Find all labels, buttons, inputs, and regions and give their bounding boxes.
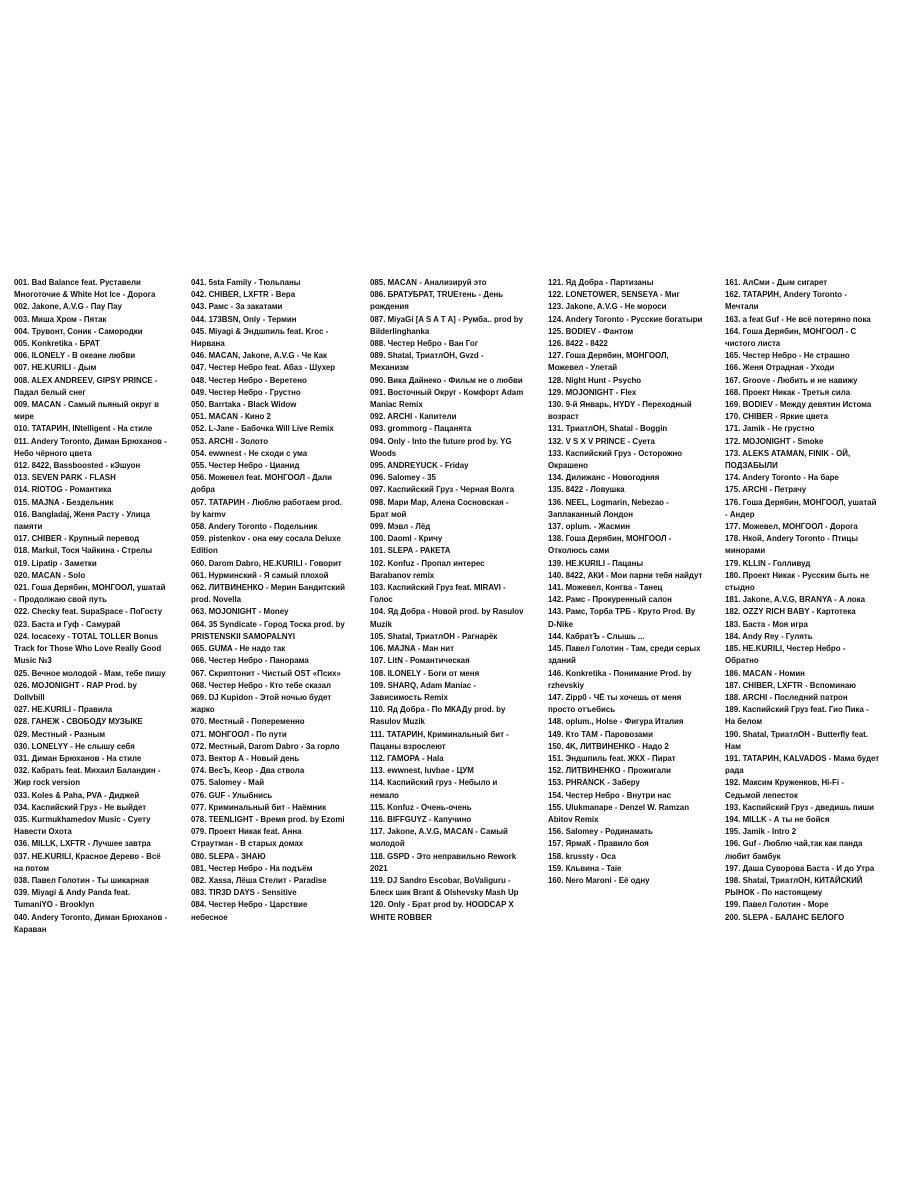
track-entry: 163. a feat Guf - Не всё потеряно пока bbox=[725, 313, 871, 324]
track-entry: 111. ТАТАРИН, Криминальный бит - Пацаны взрослеют bbox=[370, 728, 509, 751]
tracklist-column-4 bbox=[548, 276, 703, 886]
track-entry: 185. HE.KURILI, Честер Небро - Обратно bbox=[725, 643, 846, 666]
track-entry: 026. MOJONIGHT - RAP Prod. by Dollvbill bbox=[14, 679, 137, 702]
track-entry: 048. Честер Небро - Веретено bbox=[191, 374, 307, 385]
track-entry: 200. SLEPA - БАЛАНС БЕЛОГО bbox=[725, 911, 845, 922]
track-entry: 113. ewwnest, luvbae - ЦУМ bbox=[370, 765, 474, 776]
track-entry: 015. MAJNA - Бездельник bbox=[14, 496, 114, 507]
track-entry: 175. ARCHI - Петрачу bbox=[725, 484, 807, 495]
track-entry: 180. Проект Никак - Русским быть не стыдно bbox=[725, 569, 870, 593]
track-entry: 071. МОНГООЛ - По пути bbox=[191, 728, 287, 739]
tracklist-column-1 bbox=[14, 276, 169, 935]
track-entry: 094. Only - Into the future prod by. YG Woods bbox=[370, 435, 512, 458]
track-entry: 124. Andery Toronto - Русские богатыри bbox=[548, 313, 703, 324]
track-entry: 149. Кто ТАМ - Паровозами bbox=[548, 728, 654, 739]
track-entry: 063. MOJONIGHT - Money bbox=[191, 606, 289, 617]
track-entry: 131. ТриатлОН, Shatal - Boggin bbox=[548, 423, 668, 434]
tracklist-columns bbox=[0, 276, 900, 956]
track-entry: 004. Трувонт, Соник - Самородки bbox=[14, 325, 143, 336]
track-entry: 034. Каспийский Груз - Не выйдет bbox=[14, 801, 147, 812]
track-entry: 062. ЛИТВИНЕНКО - Мерин Бандитский prod. Novella bbox=[191, 582, 345, 605]
track-entry: 130. 9-й Январь, HYDY - Переходный возраст bbox=[548, 399, 692, 422]
track-entry: 181. Jakone, A.V.G, BRANYA - А лока bbox=[725, 594, 865, 605]
track-entry: 083. TIR3D DAYS - Sensitive bbox=[191, 887, 297, 898]
track-entry: 125. BODIEV - Фантом bbox=[548, 325, 634, 336]
track-entry: 046. MACAN, Jakone, A.V.G - Че Как bbox=[191, 350, 328, 361]
track-entry: 058. Andery Toronto - Подельник bbox=[191, 521, 318, 532]
track-entry: 191. ТАТАРИН, KALVADOS - Мама будет рада bbox=[725, 752, 880, 776]
track-entry: 194. MILLK - А ты не бойся bbox=[725, 813, 830, 824]
track-entry: 014. RIOTOG - Романтика bbox=[14, 484, 112, 495]
track-entry: 159. Кльвина - Taie bbox=[548, 862, 622, 873]
track-entry: 150. 4K, ЛИТВИНЕНКО - Надо 2 bbox=[548, 740, 669, 751]
track-entry: 129. MOJONIGHT - Flex bbox=[548, 386, 637, 397]
track-entry: 035. Kurmukhamedov Music - Суету Навести Охота bbox=[14, 813, 151, 837]
track-entry: 067. Скриптонит - Чистый OST «Псих» bbox=[191, 667, 341, 678]
track-entry: 030. LONELYY - Не слышу себя bbox=[14, 740, 135, 751]
track-entry: 161. АлСми - Дым сигарет bbox=[725, 277, 828, 287]
track-entry: 172. MOJONIGHT - Smoke bbox=[725, 435, 824, 446]
track-entry: 003. Миша Хром - Пятак bbox=[14, 313, 107, 324]
track-entry: 025. Вечное молодой - Мам, тебе пишу bbox=[14, 667, 166, 678]
track-entry: 136. NEEL, Logmarin, Nebezao - Заплаканный Лондон bbox=[548, 496, 669, 519]
tracklist-column-5 bbox=[725, 276, 880, 923]
track-entry: 151. Эндшпиль feat. ЖКХ - Пират bbox=[548, 752, 676, 763]
track-entry: 012. 8422, Bassboosted - кЭшуон bbox=[14, 460, 141, 471]
track-entry: 090. Вика Дайнеко - Фильм не о любви bbox=[370, 374, 523, 385]
track-entry: 132. V S X V PRINCE - Суета bbox=[548, 435, 655, 446]
track-entry: 042. CHIBER, LXFTR - Вера bbox=[191, 289, 296, 300]
track-entry: 140. 8422, АКИ - Мои парни тебя найдут bbox=[548, 569, 703, 580]
track-entry: 165. Честер Небро - Не страшно bbox=[725, 350, 850, 361]
track-entry: 037. HE.KURILI, Красное Дерево - Всё на потом bbox=[14, 850, 161, 873]
track-entry: 164. Гоша Дерябин, МОНГООЛ - С чистого листа bbox=[725, 325, 857, 349]
track-entry: 095. ANDREYUCK - Friday bbox=[370, 460, 469, 471]
track-entry: 008. ALEX ANDREEV, GIPSY PRINCE - Падал белый снег bbox=[14, 374, 158, 397]
track-entry: 105. Shatal, ТриатлОН - Рагнарёк bbox=[370, 630, 498, 641]
track-entry: 196. Guf - Люблю чай,так как панда любит бамбук bbox=[725, 838, 863, 861]
track-entry: 089. Shatal, ТриатлОН, Gvzd - Механизм bbox=[370, 350, 484, 373]
track-entry: 126. 8422 - 8422 bbox=[548, 338, 608, 349]
track-entry: 057. ТАТАРИН - Люблю работаем prod. by karmv bbox=[191, 496, 342, 519]
track-entry: 038. Павел Голотин - Ты шикарная bbox=[14, 874, 149, 885]
track-entry: 143. Рамс, Торба ТРБ - Круто Prod. By D-Nike bbox=[548, 606, 696, 629]
track-entry: 168. Проект Никак - Третья сила bbox=[725, 386, 851, 397]
track-entry: 187. CHIBER, LXFTR - Вспоминаю bbox=[725, 679, 857, 690]
track-entry: 148. oplum., Holse - Фигура Италия bbox=[548, 716, 684, 727]
track-entry: 156. Salomey - Родинамать bbox=[548, 826, 653, 837]
track-entry: 142. Рамс - Прокуренный салон bbox=[548, 594, 672, 605]
track-entry: 139. HE.KURILI - Пацаны bbox=[548, 557, 644, 568]
track-entry: 166. Женя Отрадная - Уходи bbox=[725, 362, 835, 373]
track-entry: 054. ewwnest - Не сходи с ума bbox=[191, 447, 308, 458]
track-entry: 188. ARCHI - Последний патрон bbox=[725, 691, 848, 702]
track-entry: 031. Диман Брюханов - На стиле bbox=[14, 752, 142, 763]
track-entry: 197. Даша Суворова Баста - И до Утра bbox=[725, 862, 875, 873]
track-entry: 013. SEVEN PARK - FLASH bbox=[14, 472, 116, 483]
track-entry: 174. Andery Toronto - На баре bbox=[725, 472, 839, 483]
track-entry: 059. pistenkov - она ему сосала Deluxe Edition bbox=[191, 533, 341, 556]
track-entry: 085. MACAN - Анализируй это bbox=[370, 277, 487, 287]
track-entry: 158. krussty - Оса bbox=[548, 850, 616, 861]
tracklist-column-2 bbox=[191, 276, 346, 923]
track-entry: 104. Яд Добра - Новой prod. by Rasulov Muzik bbox=[370, 606, 524, 629]
track-entry: 064. 35 Syndicate - Город Тоска prod. by PRISTENSKII SAMOPALNYI bbox=[191, 618, 345, 641]
track-entry: 147. Zipp0 - ЧЁ ты хочешь от меня просто отъебись bbox=[548, 691, 682, 715]
track-entry: 144. КабратЪ - Слышь ... bbox=[548, 630, 645, 641]
track-entry: 066. Честер Небро - Панорама bbox=[191, 655, 309, 666]
track-entry: 039. Miyagi & Andy Panda feat. TumaniYO - Brooklyn bbox=[14, 887, 131, 910]
track-entry: 162. ТАТАРИН, Andery Toronto - Мечтали bbox=[725, 289, 847, 312]
track-entry: 153. PHRANCK - Заберу bbox=[548, 777, 640, 788]
track-entry: 120. Only - Брат prod by. HOODCAP X WHITE ROBBER bbox=[370, 899, 514, 922]
track-entry: 155. Ulukmanape - Denzel W. Ramzan Abitov Remix bbox=[548, 801, 690, 824]
track-entry: 010. ТАТАРИН, INtelligent - На стиле bbox=[14, 423, 153, 434]
track-entry: 056. Можевел feat. МОНГООЛ - Дали добра bbox=[191, 472, 333, 495]
track-entry: 045. Miyagi & Эндшпиль feat. Kroc - Нирвана bbox=[191, 325, 329, 349]
track-entry: 184. Andy Rey - Гулять bbox=[725, 630, 813, 641]
track-entry: 096. Salomey - 35 bbox=[370, 472, 436, 483]
track-entry: 076. GUF - Улыбнись bbox=[191, 789, 273, 800]
track-entry: 061. Нурминский - Я самый плохой bbox=[191, 569, 329, 580]
track-entry: 011. Andery Toronto, Диман Брюханов - Небо чёрного цвета bbox=[14, 435, 167, 458]
track-entry: 081. Честер Небро - На подъём bbox=[191, 862, 313, 873]
track-entry: 009. MACAN - Самый пьяный округ в мире bbox=[14, 399, 160, 422]
track-entry: 051. MACAN - Кино 2 bbox=[191, 411, 271, 422]
track-entry: 170. CHIBER - Яркие цвета bbox=[725, 411, 829, 422]
track-entry: 032. Кабрать feat. Михаил Баландин - Жир rock version bbox=[14, 765, 161, 788]
track-entry: 177. Можевел, МОНГООЛ - Дорога bbox=[725, 521, 858, 532]
track-entry: 146. Konkretika - Понимание Prod. by rzhevskiy bbox=[548, 667, 692, 690]
track-entry: 109. SHARQ, Adam Maniac - Зависимость Remix bbox=[370, 679, 477, 702]
track-entry: 052. L-Jane - Бабочка Will Live Remix bbox=[191, 423, 334, 434]
track-entry: 077. Криминальный бит - Наёмник bbox=[191, 801, 327, 812]
track-entry: 055. Честер Небро - Цианид bbox=[191, 460, 300, 471]
track-entry: 135. 8422 - Ловушка bbox=[548, 484, 625, 495]
track-entry: 157. ЯрмаК - Правило боя bbox=[548, 838, 649, 849]
track-entry: 019. Lipatip - Заметки bbox=[14, 557, 97, 568]
track-entry: 044. 173BSN, Only - Термин bbox=[191, 313, 297, 324]
track-entry: 101. SLEPA - РАКЕТА bbox=[370, 545, 451, 556]
track-entry: 192. Максим Круженков, Hi-Fi - Седьмой лепесток bbox=[725, 777, 844, 800]
track-entry: 115. Konfuz - Очень-очень bbox=[370, 801, 472, 812]
track-entry: 018. Markul, Тося Чайкина - Стрелы bbox=[14, 545, 153, 556]
track-entry: 097. Каспийский Груз - Черная Волга bbox=[370, 484, 515, 495]
track-entry: 050. Barrtaka - Black Widow bbox=[191, 399, 297, 410]
track-entry: 178. Нкой, Andery Toronto - Птицы минорами bbox=[725, 533, 858, 556]
track-entry: 133. Каспийский Груз - Осторожно Окрашено bbox=[548, 447, 683, 471]
track-entry: 134. Дилижанс - Новогодняя bbox=[548, 472, 660, 483]
track-entry: 179. KLLIN - Голливуд bbox=[725, 557, 811, 568]
track-entry: 112. ГАМОРА - Hala bbox=[370, 752, 444, 763]
track-entry: 065. GUMA - Не надо так bbox=[191, 643, 286, 654]
track-entry: 047. Честер Небро feat. Абаз - Шухер bbox=[191, 362, 336, 373]
track-entry: 186. MACAN - Номин bbox=[725, 667, 805, 678]
track-entry: 198. Shatal, ТриатлОН, КИТАЙСКИЙ РЫНОК - По настоящему bbox=[725, 874, 863, 898]
track-entry: 167. Groove - Любить и не навижу bbox=[725, 374, 858, 385]
track-entry: 078. TEENLIGHT - Время prod. by Ezomi bbox=[191, 813, 345, 824]
track-entry: 043. Рамс - За закатами bbox=[191, 301, 283, 312]
track-entry: 049. Честер Небро - Грустно bbox=[191, 386, 301, 397]
track-entry: 123. Jakone, A.V.G - Не мороси bbox=[548, 301, 667, 312]
track-entry: 007. HE.KURILI - Дым bbox=[14, 362, 97, 373]
track-entry: 160. Nero Maroni - Её одну bbox=[548, 874, 650, 885]
track-entry: 021. Гоша Дерябин, МОНГООЛ, ушатай - Продолжаю свой путь bbox=[14, 582, 166, 605]
track-entry: 141. Можевел, Конгва - Танец bbox=[548, 582, 663, 593]
track-entry: 107. LitN - Романтическая bbox=[370, 655, 470, 666]
track-entry: 128. Night Hunt - Psycho bbox=[548, 374, 642, 385]
track-entry: 127. Гоша Дерябин, МОНГООЛ, Можевел - Улетай bbox=[548, 350, 669, 373]
track-entry: 002. Jakone, A.V.G - Пау Пау bbox=[14, 301, 122, 312]
track-entry: 028. ГАНЕЖ - СВОБОДУ МУЗЫКЕ bbox=[14, 716, 143, 727]
track-entry: 073. Вектор А - Новый день bbox=[191, 752, 300, 763]
track-entry: 017. CHIBER - Крупный перевод bbox=[14, 533, 140, 544]
track-entry: 082. Xassa, Лёша Стелит - Paradise bbox=[191, 874, 327, 885]
track-entry: 114. Каспийский груз - Небыло и немало bbox=[370, 777, 498, 800]
track-entry: 006. ILONELY - В океане любви bbox=[14, 350, 136, 361]
track-entry: 199. Павел Голотин - Море bbox=[725, 899, 829, 910]
track-entry: 106. MAJNA - Ман нит bbox=[370, 643, 454, 654]
track-entry: 074. ВесЪ, Кеор - Два ствола bbox=[191, 765, 305, 776]
track-entry: 084. Честер Небро - Царствие небесное bbox=[191, 899, 308, 922]
track-entry: 171. Jamik - Не грустно bbox=[725, 423, 815, 434]
track-entry: 182. OZZY RICH BABY - Картотека bbox=[725, 606, 856, 617]
track-entry: 117. Jakone, A.V.G, MACAN - Самый молодой bbox=[370, 826, 508, 849]
track-entry: 145. Павел Голотин - Там, среди серых зданий bbox=[548, 643, 701, 666]
track-entry: 092. ARCHI - Капители bbox=[370, 411, 457, 422]
track-entry: 093. grommorg - Пацанята bbox=[370, 423, 472, 434]
track-entry: 053. ARCHI - Золото bbox=[191, 435, 269, 446]
track-entry: 176. Гоша Дерябин, МОНГООЛ, ушатай - Андер bbox=[725, 496, 877, 519]
track-entry: 079. Проект Никак feat. Анна Страутман - В старых домах bbox=[191, 826, 304, 849]
track-entry: 075. Salomey - Май bbox=[191, 777, 265, 788]
track-entry: 041. 5sta Family - Тюльпаны bbox=[191, 277, 301, 287]
track-entry: 173. ALEKS ATAMAN, FINIK - ОЙ, ПОДЗАБЫЛИ bbox=[725, 447, 851, 471]
track-entry: 118. GSPD - Это неправильно Rework 2021 bbox=[370, 850, 517, 873]
track-entry: 108. ILONELY - Боги от меня bbox=[370, 667, 480, 678]
track-entry: 069. DJ Kupidon - Этой ночью будет жарко bbox=[191, 691, 332, 715]
track-entry: 068. Честер Небро - Кто тебе сказал bbox=[191, 679, 332, 690]
track-entry: 091. Восточный Округ - Комфорт Adam Maniac Remix bbox=[370, 386, 524, 410]
track-entry: 036. MILLK, LXFTR - Лучшее завтра bbox=[14, 838, 151, 849]
track-entry: 033. Koles & Paha, PVA - Диджей bbox=[14, 789, 140, 800]
track-entry: 098. Мари Мар, Алена Сосновская - Брат мой bbox=[370, 496, 509, 519]
track-entry: 070. Местный - Попеременно bbox=[191, 716, 305, 727]
track-entry: 023. Баста и Гуф - Самурай bbox=[14, 618, 121, 629]
track-entry: 137. oplum. - Жасмин bbox=[548, 521, 631, 532]
track-entry: 040. Andery Toronto, Диман Брюханов - Караван bbox=[14, 911, 168, 934]
track-entry: 072. Местный, Darom Dabro - За горло bbox=[191, 740, 340, 751]
track-entry: 027. HE.KURILI - Правила bbox=[14, 704, 113, 715]
track-entry: 152. ЛИТВИНЕНКО - Прожигали bbox=[548, 765, 672, 776]
track-entry: 024. Iocacexy - TOTAL TOLLER Bonus Track for Those Who Love Really Good Music №3 bbox=[14, 630, 162, 666]
track-entry: 029. Местный - Разным bbox=[14, 728, 106, 739]
track-entry: 193. Каспийский Груз - дведишь пиши bbox=[725, 801, 875, 812]
track-entry: 116. BIFFGUYZ - Капучино bbox=[370, 813, 472, 824]
track-entry: 102. Konfuz - Пропал интерес Barabanov remix bbox=[370, 557, 485, 580]
track-entry: 060. Darom Dabro, HE.KURILI - Говорит bbox=[191, 557, 342, 568]
track-entry: 189. Каспийский Груз feat. Гио Пика - На белом bbox=[725, 704, 869, 727]
track-entry: 016. Bangladaj, Женя Расту - Улица памяти bbox=[14, 508, 151, 532]
track-entry: 100. Daoml - Кричу bbox=[370, 533, 443, 544]
track-entry: 122. LONETOWER, SENSEYA - Миг bbox=[548, 289, 680, 300]
tracklist-column-3 bbox=[370, 276, 525, 923]
track-entry: 119. DJ Sandro Escobar, BoValiguru - Блеск шик Brant & Olshevsky Mash Up bbox=[370, 874, 519, 898]
track-entry: 088. Честер Небро - Ван Гог bbox=[370, 338, 478, 349]
track-entry: 001. Bad Balance feat. Руставели Многоточие & White Hot Ice - Дорога bbox=[14, 277, 156, 300]
track-entry: 169. BODIEV - Между девятин Истома bbox=[725, 399, 872, 410]
track-entry: 190. Shatal, ТриатлОН - Butterfly feat. Нам bbox=[725, 728, 868, 751]
track-entry: 020. MACAN - Solo bbox=[14, 569, 86, 580]
track-entry: 110. Яд Добра - По МКАДу prod. by Rasulov Muzik bbox=[370, 704, 506, 727]
track-entry: 022. Checky feat. SupaSpace - ПоГосту bbox=[14, 606, 163, 617]
track-entry: 121. Яд Добра - Партизаны bbox=[548, 277, 654, 287]
track-entry: 103. Каспийский Груз feat. MIRAVI - Голос bbox=[370, 582, 506, 605]
track-entry: 005. Konkretika - БРАТ bbox=[14, 338, 100, 349]
track-entry: 138. Гоша Дерябин, МОНГООЛ - Отколюсь сами bbox=[548, 533, 672, 556]
track-entry: 099. Мэвл - Лёд bbox=[370, 521, 431, 532]
track-entry: 183. Баста - Моя игра bbox=[725, 618, 808, 629]
track-entry: 080. SLEPA - ЗНАЮ bbox=[191, 850, 266, 861]
track-entry: 087. MiyaGi [A S A T A] - Румба.. prod by Bilderlinghanka bbox=[370, 313, 524, 336]
track-entry: 195. Jamik - Intro 2 bbox=[725, 826, 797, 837]
track-entry: 154. Честер Небро - Внутри нас bbox=[548, 789, 672, 800]
track-entry: 086. БРАТУБРАТ, TRUEтень - День рождения bbox=[370, 289, 504, 312]
